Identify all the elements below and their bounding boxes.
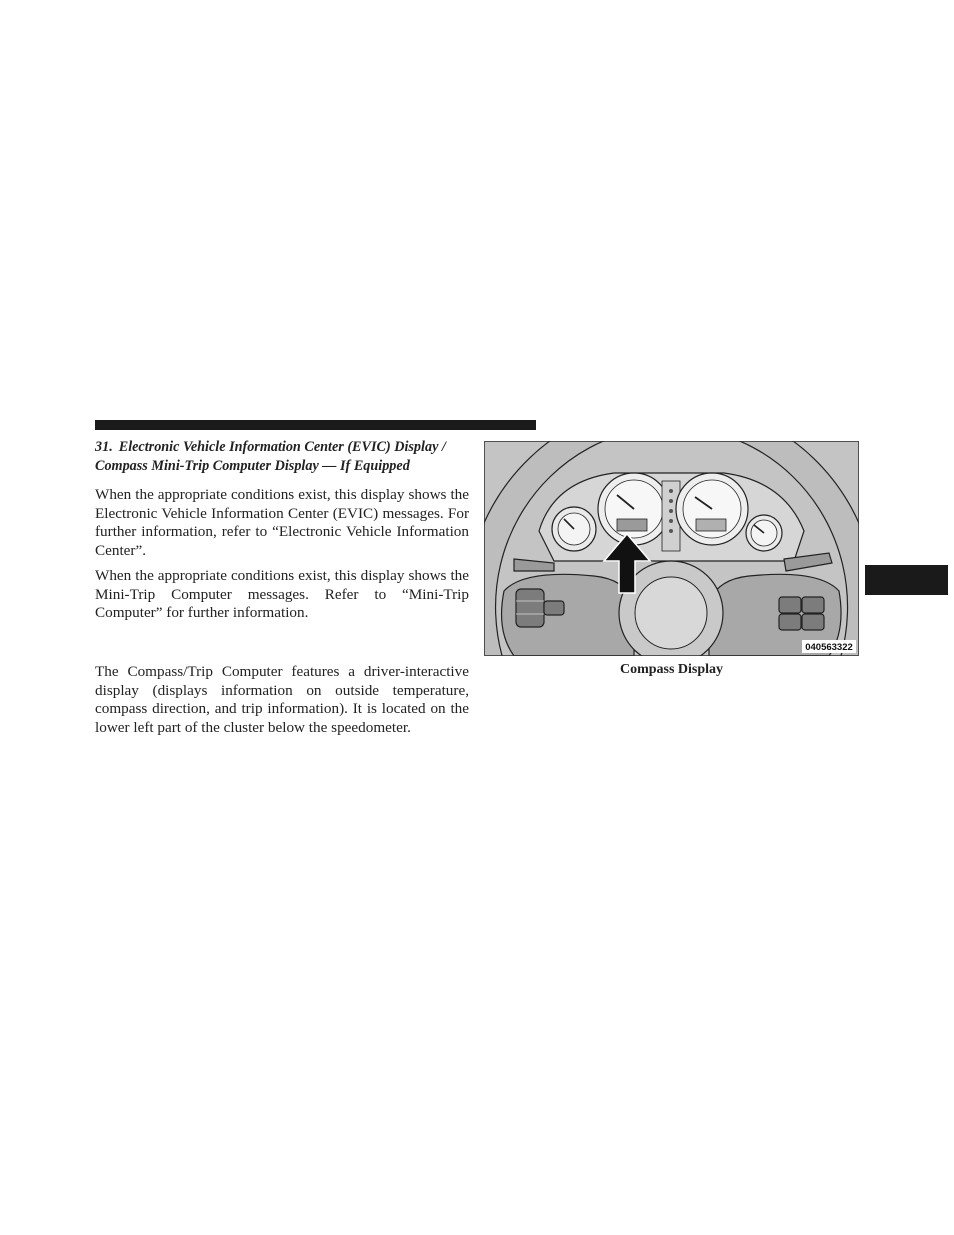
compass-mini-trip-display: [617, 519, 647, 531]
section-title-line2: Compass Mini-Trip Computer Display — If Equipped: [95, 458, 410, 474]
figure-caption: Compass Display: [619, 662, 724, 677]
paragraph-evic: When the appropriate conditions exist, this display shows the Electronic Vehicle Information Center (EVIC) messages. For further information, refer to “Electronic Vehicle Information Center”.: [95, 486, 469, 559]
paragraph-mini-trip: When the appropriate conditions exist, this display shows the Mini-Trip Computer messages. Refer to “Mini-Trip Computer” for further information.: [95, 567, 469, 621]
speedometer: [598, 473, 670, 545]
page-tab-marker: [865, 565, 948, 595]
left-small-gauge: [552, 507, 596, 551]
tachometer: [676, 473, 748, 545]
right-small-gauge: [746, 515, 782, 551]
section-rule: [95, 420, 536, 430]
hub-emblem: [635, 577, 707, 649]
compass-display-illustration: [484, 441, 859, 656]
section-number: 31.: [95, 439, 113, 455]
section-heading: [95, 438, 469, 476]
image-code: 040563322: [805, 642, 853, 653]
section-title-line1: Electronic Vehicle Information Center (EVIC) Display /: [118, 439, 446, 455]
paragraph-compass-trip: The Compass/Trip Computer features a driver-interactive display (displays information on outside temperature, compass direction, and trip information). It is located on the lower left part of the cluster below the speedometer.: [95, 663, 469, 736]
